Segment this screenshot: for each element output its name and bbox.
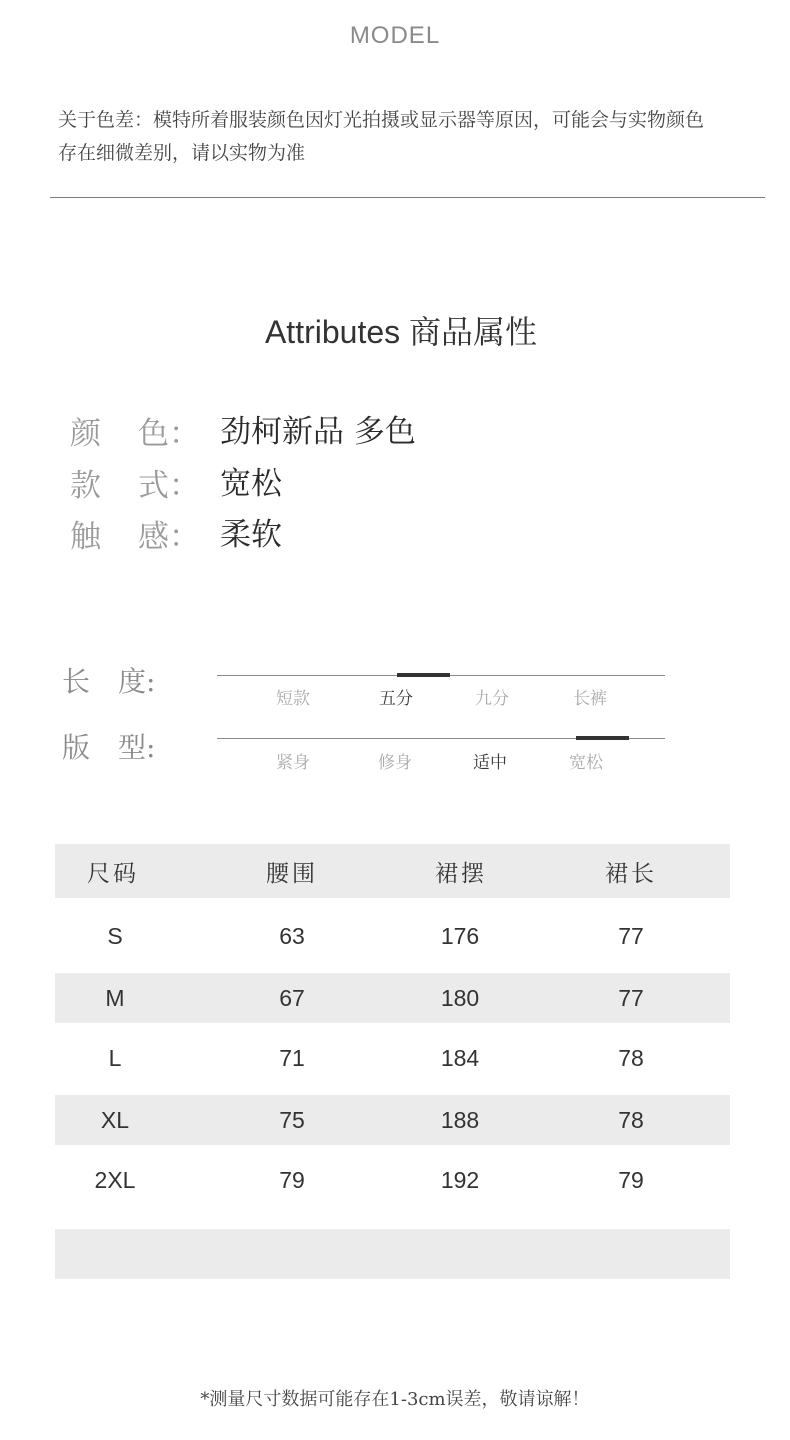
table-cell: 77	[618, 923, 644, 949]
table-cell: 75	[279, 1106, 305, 1133]
note-line-1: 关于色差：模特所着服装颜色因灯光拍摄或显示器等原因，可能会与实物颜色	[58, 109, 705, 131]
size-table-header	[55, 844, 730, 898]
attribute-label-char: 款	[70, 468, 101, 504]
table-cell: 176	[440, 923, 480, 949]
fit-option: 修身	[378, 753, 412, 773]
fit-option: 宽松	[569, 753, 603, 773]
attribute-label-char: 色：	[138, 416, 200, 452]
header-cell: 尺码	[87, 860, 139, 887]
table-cell: L	[108, 1045, 122, 1071]
attribute-value: 柔软	[220, 517, 282, 553]
table-cell: 63	[279, 923, 305, 949]
header-cell: 腰围	[266, 860, 318, 887]
color-difference-note	[58, 104, 758, 170]
table-cell: 71	[279, 1045, 305, 1071]
table-cell: 184	[440, 1045, 480, 1071]
attribute-label	[70, 408, 200, 453]
length-option: 长裤	[573, 689, 607, 709]
table-cell: 79	[618, 1167, 644, 1193]
table-row	[55, 973, 730, 1023]
attribute-value: 劲柯新品 多色	[220, 414, 416, 450]
length-option: 九分	[475, 689, 509, 709]
length-scale-label: 长 度:	[62, 665, 156, 698]
table-cell: 77	[618, 984, 644, 1011]
table-cell: 192	[440, 1167, 480, 1193]
attribute-label-char: 感：	[138, 519, 200, 555]
table-cell: 78	[618, 1106, 644, 1133]
attributes-title: Attributes 商品属性	[264, 314, 538, 350]
attribute-label-char: 触	[70, 519, 101, 555]
table-cell: 180	[440, 984, 480, 1011]
attribute-value: 宽松	[220, 466, 282, 502]
attribute-label-char: 颜	[70, 416, 101, 452]
table-cell: 2XL	[94, 1167, 136, 1193]
table-cell: 188	[440, 1106, 480, 1133]
attribute-label-char: 式：	[138, 468, 200, 504]
table-row	[55, 1156, 730, 1205]
table-cell: M	[105, 984, 125, 1011]
header-cell: 裙摆	[435, 860, 487, 887]
length-option: 五分	[379, 689, 413, 709]
table-row	[55, 912, 730, 961]
size-table	[55, 844, 730, 1279]
length-option: 短款	[276, 689, 310, 709]
header-cell: 裙长	[605, 860, 657, 887]
model-heading: MODEL	[349, 22, 441, 49]
section-divider	[50, 197, 765, 198]
table-row	[55, 1034, 730, 1083]
length-scale-indicator	[397, 673, 450, 677]
attribute-label	[70, 460, 200, 505]
note-line-2: 存在细微差别，请以实物为准	[58, 142, 306, 164]
table-row-empty	[55, 1229, 730, 1279]
table-cell: 78	[618, 1045, 644, 1071]
attribute-label	[70, 511, 200, 556]
table-cell: 79	[279, 1167, 305, 1193]
fit-scale-indicator	[576, 736, 629, 740]
measurement-footnote: *测量尺寸数据可能存在1-3cm误差，敬请谅解！	[200, 1389, 590, 1410]
fit-option: 适中	[473, 753, 507, 773]
table-cell: XL	[100, 1106, 130, 1133]
fit-option: 紧身	[276, 753, 310, 773]
table-cell: 67	[279, 984, 305, 1011]
table-cell: S	[107, 923, 123, 949]
table-row	[55, 1095, 730, 1145]
fit-scale-label: 版 型:	[62, 731, 156, 764]
